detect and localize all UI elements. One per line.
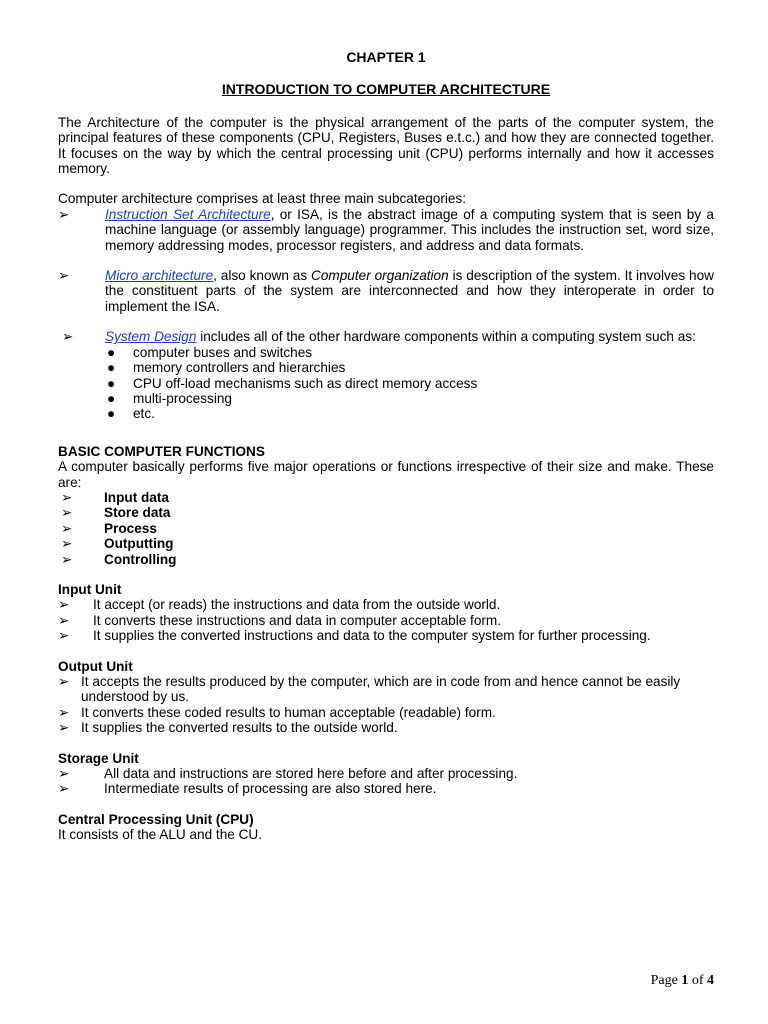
cpu-heading: Central Processing Unit (CPU) [58,811,254,827]
list-item: ➢ It supplies the converted results to the outside world. [58,720,398,736]
chapter-title: INTRODUCTION TO COMPUTER ARCHITECTURE [221,81,551,98]
micro-architecture-link[interactable]: Micro architecture [105,268,214,284]
bullet-icon: ● [107,390,116,406]
bullet-icon: ● [107,344,116,360]
list-item: ● memory controllers and hierarchies [107,360,346,376]
micro-architecture-item [58,268,714,314]
list-item: ➢ It converts these instructions and data in computer acceptable form. [58,612,502,628]
list-item: ➢ It converts these coded results to human acceptable (readable) form. [58,704,496,720]
list-item: ● computer buses and switches [107,344,313,360]
arrow-bullet-icon: ➢ [58,704,70,720]
arrow-bullet-icon: ➢ [61,520,73,536]
arrow-bullet-icon: ➢ [58,781,70,797]
list-item: ➢ All data and instructions are stored here before and after processing. [58,766,518,782]
bullet-icon: ● [107,360,116,376]
isa-item [58,207,714,253]
storage-unit-heading: Storage Unit [58,750,139,766]
output-unit-list [58,674,714,736]
list-item: ➢ Controlling [61,551,177,567]
arrow-bullet-icon: ➢ [61,489,73,505]
basic-functions-text: A computer basically performs five major operations or functions irrespective of their size and make. These are: [58,459,714,490]
list-item: ➢ Process [61,520,157,536]
arrow-bullet-icon: ➢ [61,551,73,567]
arrow-bullet-icon: ➢ [58,268,70,284]
cpu-text: It consists of the ALU and the CU. [58,827,263,843]
arrow-bullet-icon: ➢ [58,628,70,644]
list-item: ➢ It accept (or reads) the instructions and data from the outside world. [58,597,501,613]
system-design-link[interactable]: System Design [105,329,197,345]
input-unit-list [58,597,714,643]
micro-text-b: is description of the system. It involves how the constituent parts of the system are interconnected and how they interoperate in order to implement the ISA. [105,268,714,314]
system-design-list [58,345,714,422]
subcategories-lead: Computer architecture comprises at least three main subcategories: [58,191,466,207]
basic-functions-heading: BASIC COMPUTER FUNCTIONS [58,443,265,459]
arrow-bullet-icon: ➢ [61,505,73,521]
arrow-bullet-icon: ➢ [58,720,70,736]
arrow-bullet-icon: ➢ [58,766,70,782]
list-item: ➢ Outputting [61,536,174,552]
output-unit-heading: Output Unit [58,658,133,674]
system-design-text: includes all of the other hardware components within a computing system such as: [196,329,696,345]
list-item: ➢ Input data [61,489,169,505]
bullet-icon: ● [107,406,116,422]
list-item: ➢ It supplies the converted instructions and data to the computer system for further processing. [58,628,651,644]
intro-paragraph: The Architecture of the computer is the physical arrangement of the parts of the computer system, the principal features of these components (CPU, Registers, Buses e.t.c.) and how they are connected together. It focuses on the way by which the central processing unit (CPU) performs internally and how it accesses memory. [58,114,714,177]
computer-organization-term: Computer organization [311,268,449,284]
arrow-bullet-icon: ➢ [61,536,73,552]
chapter-label: CHAPTER 1 [346,49,426,65]
input-unit-heading: Input Unit [58,581,122,597]
list-item: ➢ It accepts the results produced by the computer, which are in code from and hence cannot be easily understood by us. [58,674,681,705]
arrow-bullet-icon: ➢ [58,206,70,222]
isa-link[interactable]: Instruction Set Architecture [105,206,271,222]
bullet-icon: ● [107,375,116,391]
page-content [58,50,714,843]
list-item: ● etc. [107,406,155,422]
storage-unit-list [58,766,714,797]
total-pages: 4 [707,973,714,988]
current-page: 1 [681,973,689,988]
isa-text: , or ISA, is the abstract image of a computing system that is seen by a machine language (or assembly language) programmer. This includes the instruction set, word size, memory addressing modes, processor registers, and address and data formats. [105,206,714,253]
page-number: Page 1 of 4 [650,973,714,988]
list-item: ● CPU off-load mechanisms such as direct memory access [107,375,478,391]
arrow-bullet-icon: ➢ [62,329,74,345]
arrow-bullet-icon: ➢ [58,612,70,628]
list-item: ➢ Intermediate results of processing are also stored here. [58,781,437,797]
arrow-bullet-icon: ➢ [58,597,70,613]
system-design-item [58,329,714,344]
list-item: ➢ Store data [61,505,171,521]
micro-text-a: , also known as [213,268,312,284]
arrow-bullet-icon: ➢ [58,674,70,689]
basic-functions-list [58,490,714,567]
list-item: ● multi-processing [107,390,232,406]
